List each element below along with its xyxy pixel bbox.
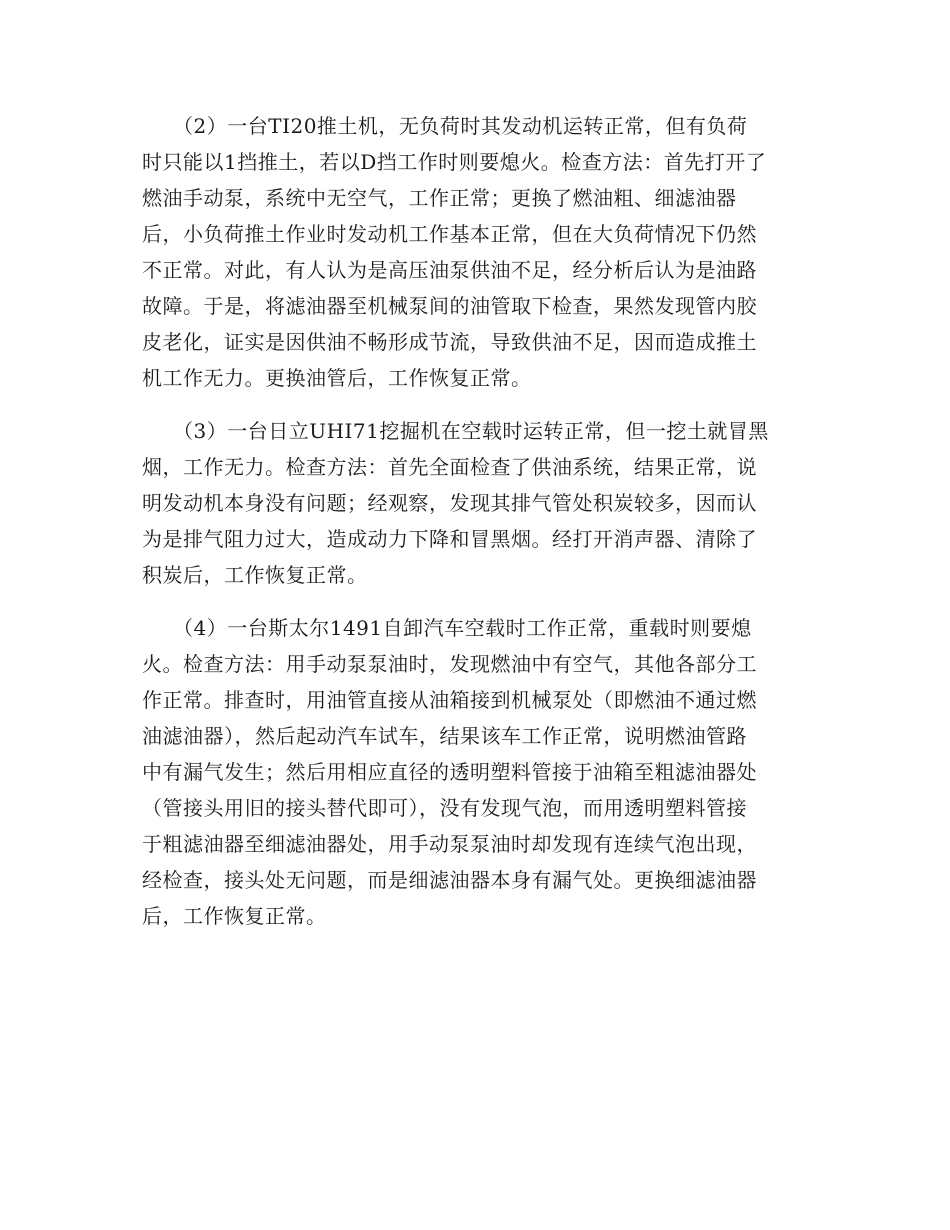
- paragraph-4: [142, 610, 808, 934]
- text-line: 明发动机本身没有问题；经观察，发现其排气管处积炭较多，因而认: [142, 491, 757, 515]
- text-line: 时只能以1挡推土，若以D挡工作时则要熄火。检查方法：首先打开了: [142, 150, 767, 174]
- text-line: （2）一台TI20推土机，无负荷时其发动机运转正常，但有负荷: [142, 114, 748, 138]
- text-line: 后，工作恢复正常。: [142, 904, 327, 928]
- document-body: [142, 108, 808, 951]
- text-line: 作正常。排查时，用油管直接从油箱接到机械泵处（即燃油不通过燃: [142, 688, 757, 712]
- text-line: 经检查，接头处无问题，而是细滤油器本身有漏气处。更换细滤油器: [142, 868, 757, 892]
- text-line: 机工作无力。更换油管后，工作恢复正常。: [142, 366, 532, 390]
- text-line: （4）一台斯太尔1491自卸汽车空载时工作正常，重载时则要熄: [142, 616, 752, 640]
- text-line: 烟，工作无力。检查方法：首先全面检查了供油系统，结果正常，说: [142, 455, 757, 479]
- text-line: 后，小负荷推土作业时发动机工作基本正常，但在大负荷情况下仍然: [142, 222, 757, 246]
- text-line: （管接头用旧的接头替代即可），没有发现气泡，而用透明塑料管接: [142, 796, 747, 820]
- text-line: 故障。于是，将滤油器至机械泵间的油管取下检查，果然发现管内胶: [142, 294, 757, 318]
- text-line: 油滤油器），然后起动汽车试车，结果该车工作正常，说明燃油管路: [142, 724, 747, 748]
- paragraph-2: [142, 108, 808, 396]
- text-line: 火。检查方法：用手动泵泵油时，发现燃油中有空气，其他各部分工: [142, 652, 757, 676]
- text-line: 积炭后，工作恢复正常。: [142, 563, 368, 587]
- text-line: 不正常。对此，有人认为是高压油泵供油不足，经分析后认为是油路: [142, 258, 757, 282]
- text-line: （3）一台日立UHI71挖掘机在空载时运转正常，但一挖土就冒黑: [142, 419, 769, 443]
- text-line: 为是排气阻力过大，造成动力下降和冒黑烟。经打开消声器、清除了: [142, 527, 757, 551]
- text-line: 中有漏气发生；然后用相应直径的透明塑料管接于油箱至粗滤油器处: [142, 760, 757, 784]
- text-line: 皮老化，证实是因供油不畅形成节流，导致供油不足，因而造成推土: [142, 330, 757, 354]
- text-line: 燃油手动泵，系统中无空气，工作正常；更换了燃油粗、细滤油器: [142, 186, 737, 210]
- paragraph-3: [142, 413, 808, 593]
- text-line: 于粗滤油器至细滤油器处，用手动泵泵油时却发现有连续气泡出现，: [142, 832, 757, 856]
